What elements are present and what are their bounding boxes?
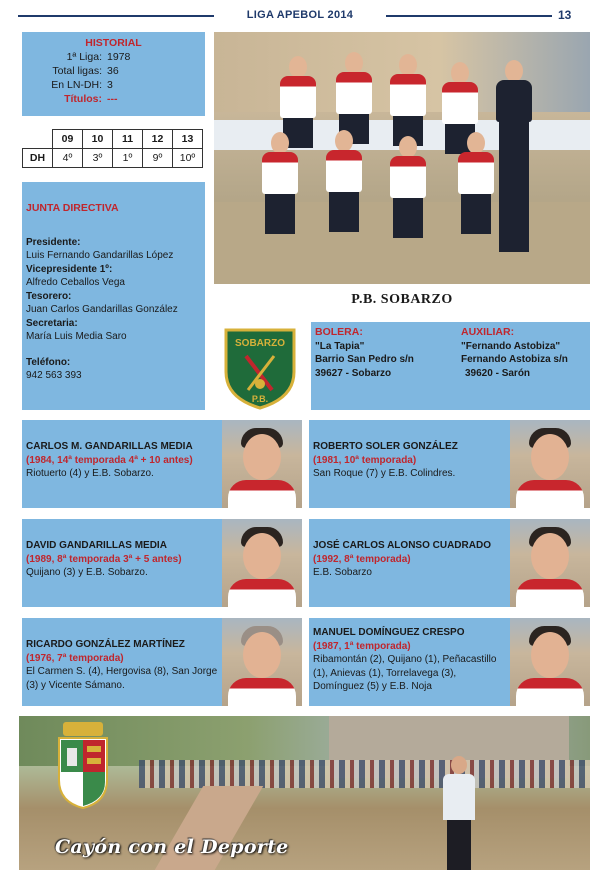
player-card	[22, 618, 222, 706]
role-label: Tesorero:	[26, 290, 72, 302]
historial-box	[22, 32, 205, 116]
club-crest-logo	[222, 326, 298, 410]
player-portrait	[222, 519, 302, 607]
player-clubs: San Roque (7) y E.B. Colindres.	[313, 468, 456, 479]
season-year: 10	[83, 130, 113, 149]
player-portrait	[222, 618, 302, 706]
season-year: 09	[53, 130, 83, 149]
player-clubs: Riotuerto (4) y E.B. Sobarzo.	[26, 468, 154, 479]
player-card	[22, 519, 222, 607]
role-person: Juan Carlos Gandarillas González	[26, 304, 178, 315]
auxiliar-title: AUXILIAR:	[461, 326, 515, 338]
role-person: Alfredo Ceballos Vega	[26, 277, 125, 288]
player-name: RICARDO GONZÁLEZ MARTÍNEZ	[26, 639, 185, 650]
player-card	[309, 618, 510, 706]
team-photo	[214, 32, 590, 284]
historial-row: Total ligas: 36	[52, 65, 119, 77]
bolera-name: "La Tapia"	[315, 340, 365, 352]
player-name: JOSÉ CARLOS ALONSO CUADRADO	[313, 540, 491, 551]
player-since: (1989, 8ª temporada 3ª + 5 antes)	[26, 553, 182, 565]
season-position: 3º	[83, 149, 113, 168]
player-since: (1992, 8ª temporada)	[313, 553, 411, 565]
phone-label: Teléfono:	[26, 356, 71, 368]
page-header-title: LIGA APEBOL 2014	[246, 9, 354, 21]
player-portrait	[510, 618, 590, 706]
player-clubs: El Carmen S. (4), Hergovisa (8), San Jorge (3) y Vicente Sámano.	[26, 666, 218, 691]
crest-text-bottom: P.B.	[251, 394, 269, 404]
photo-player	[439, 756, 479, 870]
player-since: (1984, 14ª temporada 4ª + 10 antes)	[26, 454, 193, 466]
player-card	[309, 420, 510, 508]
player-clubs: Quijano (3) y E.B. Sobarzo.	[26, 567, 148, 578]
auxiliar-city: 39620 - Sarón	[465, 367, 531, 379]
historial-title: HISTORIAL	[85, 37, 142, 49]
player-portrait	[510, 519, 590, 607]
season-year: 13	[173, 130, 203, 149]
club-name: P.B. SOBARZO	[351, 292, 453, 307]
auxiliar-name: "Fernando Astobiza"	[461, 340, 561, 352]
role-label: Vicepresidente 1º:	[26, 263, 113, 275]
junta-title: JUNTA DIRECTIVA	[26, 202, 119, 214]
player-name: MANUEL DOMÍNGUEZ CRESPO	[313, 627, 465, 638]
bolera-address: Barrio San Pedro s/n	[315, 354, 414, 365]
division-label: DH	[23, 149, 53, 168]
player-name: DAVID GANDARILLAS MEDIA	[26, 540, 167, 551]
player-card	[309, 519, 510, 607]
season-position: 10º	[173, 149, 203, 168]
auxiliar-address: Fernando Astobiza s/n	[461, 354, 568, 365]
photo-crowd	[139, 760, 590, 788]
season-year: 11	[113, 130, 143, 149]
season-positions-row	[23, 149, 203, 168]
bolera-column	[315, 326, 414, 380]
crest-text-top: SOBARZO	[235, 338, 285, 349]
bolera-photo	[19, 716, 590, 870]
page-number: 13	[558, 8, 572, 22]
table-corner	[23, 130, 53, 149]
player-since: (1976, 7ª temporada)	[26, 652, 124, 664]
season-table	[22, 129, 203, 168]
role-person: María Luis Media Saro	[26, 331, 127, 342]
slogan-text: Cayón con el Deporte	[55, 836, 289, 858]
player-clubs: Ribamontán (2), Quijano (1), Peñacastillo (1), Anievas (1), Torrelavega (3), Domínguez (5) y E.B. Noja	[313, 654, 497, 692]
season-years-row	[23, 130, 203, 149]
bolera-title: BOLERA:	[315, 326, 363, 338]
municipal-coat-of-arms	[51, 722, 115, 810]
header-rule-right	[386, 15, 552, 17]
bolera-box	[311, 322, 590, 410]
season-position: 1º	[113, 149, 143, 168]
player-since: (1981, 10ª temporada)	[313, 454, 417, 466]
player-portrait	[222, 420, 302, 508]
season-position: 4º	[53, 149, 83, 168]
player-clubs: E.B. Sobarzo	[313, 567, 372, 578]
player-name: ROBERTO SOLER GONZÁLEZ	[313, 441, 458, 452]
player-card	[22, 420, 222, 508]
auxiliar-column	[461, 326, 568, 380]
historial-row: 1ª Liga: 1978	[66, 51, 131, 63]
player-portrait	[510, 420, 590, 508]
role-label: Presidente:	[26, 236, 81, 248]
player-since: (1987, 1ª temporada)	[313, 640, 411, 652]
player-name: CARLOS M. GANDARILLAS MEDIA	[26, 441, 193, 452]
role-label: Secretaria:	[26, 317, 78, 329]
historial-titulos: Títulos: ---	[64, 93, 118, 105]
season-year: 12	[143, 130, 173, 149]
phone-number: 942 563 393	[26, 370, 82, 381]
role-person: Luis Fernando Gandarillas López	[26, 250, 174, 261]
season-position: 9º	[143, 149, 173, 168]
junta-directiva-box	[22, 182, 205, 410]
historial-row: En LN-DH: 3	[51, 79, 113, 91]
bolera-city: 39627 - Sobarzo	[315, 367, 392, 379]
